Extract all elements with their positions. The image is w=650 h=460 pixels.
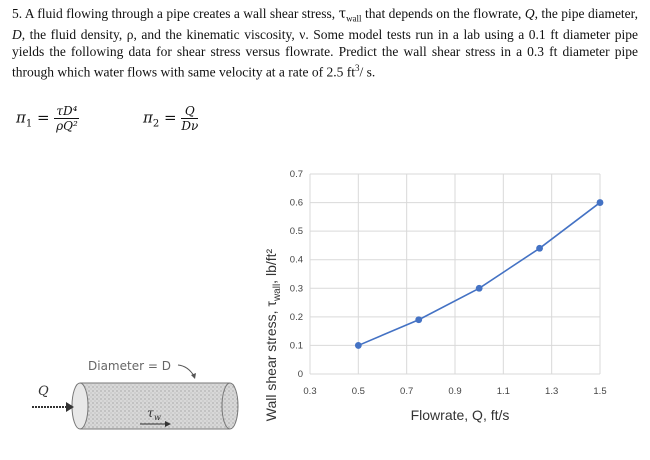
pi1-numerator: τD⁴ — [56, 104, 78, 118]
pi2-equation — [143, 104, 198, 133]
flowrate-symbol: Q — [524, 6, 535, 21]
x-tick-labels — [303, 386, 606, 397]
y-tick-labels — [290, 169, 303, 380]
tau-symbol: τ — [338, 6, 347, 22]
pi2-denominator: Dν — [181, 119, 199, 133]
problem-text-1: 5. A fluid flowing through a pipe creates a wall shear stress, — [12, 6, 339, 21]
problem-text-5: / s. — [359, 64, 376, 80]
x-tick-label: 1.1 — [496, 386, 510, 397]
diameter-label: Diameter = D — [88, 359, 171, 373]
pi1-denominator: ρQ² — [56, 119, 78, 133]
y-tick-label: 0.4 — [289, 254, 303, 266]
x-tick-label: 1.5 — [593, 386, 607, 397]
data-point-marker — [476, 285, 483, 292]
data-point-marker — [415, 316, 422, 323]
x-tick-label: 1.3 — [545, 386, 559, 397]
y-tick-label: 0.7 — [289, 169, 303, 180]
y-axis-label — [263, 248, 283, 421]
problem-text-2: that depends on the flowrate, — [361, 6, 525, 21]
y-tick-label: 0.1 — [289, 340, 303, 352]
data-markers — [355, 199, 603, 349]
cubed-superscript: 3 — [355, 63, 360, 74]
pipe-outlet-end — [222, 383, 238, 429]
pi1-subscript: 1 — [25, 118, 33, 130]
pi2-equals: = — [164, 108, 177, 127]
pipe-inlet-end — [72, 383, 88, 429]
x-tick-label: 0.3 — [303, 386, 317, 397]
pi2-fraction — [181, 104, 198, 133]
y-axis-label-sub: wall — [272, 283, 283, 302]
x-tick-label: 0.7 — [400, 386, 414, 397]
data-point-marker — [536, 245, 543, 252]
tau-subscript: wall — [346, 13, 362, 24]
x-axis-label: Flowrate, Q, ft/s — [410, 407, 510, 423]
pi2-numerator: Q — [181, 104, 198, 119]
problem-text-3: , the pipe diameter, — [534, 6, 639, 21]
x-tick-label: 0.9 — [448, 386, 462, 397]
shear-stress-chart — [250, 160, 620, 460]
y-tick-label: 0 — [297, 369, 303, 380]
pi1-equation — [16, 104, 79, 133]
problem-statement — [12, 6, 638, 82]
data-point-marker — [597, 199, 604, 206]
flow-symbol: Q — [38, 384, 49, 399]
grid-lines — [310, 174, 600, 374]
pi1-equals: = — [37, 108, 50, 127]
y-tick-label: 0.2 — [289, 311, 303, 323]
diameter-arrowhead — [191, 373, 196, 379]
y-tick-label: 0.5 — [289, 226, 303, 238]
series-line — [358, 203, 600, 346]
pi1-symbol: π — [16, 108, 26, 127]
pi2-symbol: π — [143, 108, 153, 127]
tau-wall-symbol: τ — [147, 406, 154, 420]
problem-text-4: , the fluid density, ρ, and the kinematic viscosity, ν. Some model tests run in a lab using a 0.1 ft diameter pipe yields the following data for shear stress versus flowrate. Predict the wall shear stress in a 0.3 ft diameter pipe through which water flows with same velocity at a rate of 2.5 ft — [12, 27, 638, 80]
diameter-symbol: D — [12, 27, 22, 43]
y-axis-label-main: Wall shear stress, τ — [263, 301, 279, 422]
tau-wall-subscript: w — [154, 413, 161, 422]
y-axis-label-unit: , lb/ft² — [263, 248, 279, 284]
pi2-subscript: 2 — [152, 118, 160, 130]
diameter-arrow — [178, 365, 194, 376]
y-tick-label: 0.6 — [289, 197, 303, 209]
y-tick-label: 0.3 — [289, 283, 303, 295]
pi1-fraction — [54, 104, 79, 133]
pipe-body — [80, 383, 230, 429]
x-tick-label: 0.5 — [351, 386, 365, 397]
data-point-marker — [355, 342, 362, 349]
pipe-illustration — [28, 350, 248, 450]
